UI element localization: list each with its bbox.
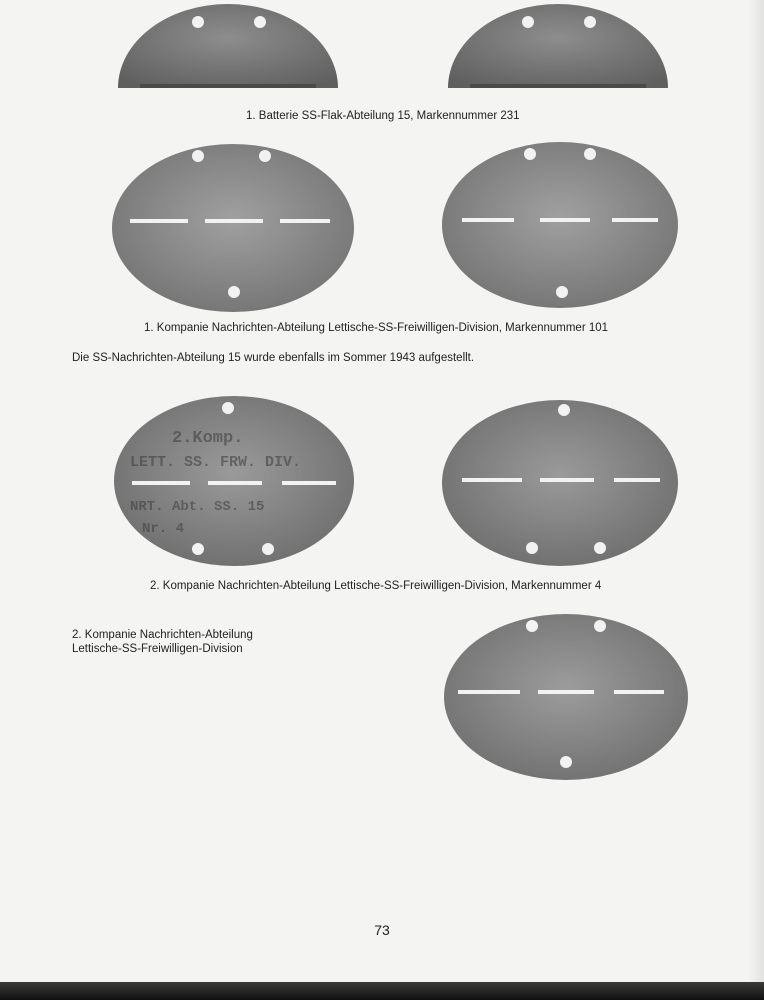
tag-3-line-2: LETT. SS. FRW. DIV.	[130, 454, 302, 471]
caption-3: 2. Kompanie Nachrichten-Abteilung Lettische-SS-Freiwilligen-Division, Markennummer 4	[150, 580, 602, 592]
page-edge-shadow	[748, 0, 764, 982]
dog-tag-3-back	[440, 398, 680, 568]
dog-tag-1-back	[446, 2, 670, 92]
tag-3-line-3: NRT. Abt. SS. 15	[130, 499, 265, 515]
body-text: Die SS-Nachrichten-Abteilung 15 wurde ebenfalls im Sommer 1943 aufgestellt.	[72, 352, 475, 364]
caption-2: 1. Kompanie Nachrichten-Abteilung Lettische-SS-Freiwilligen-Division, Markennummer 101	[144, 322, 609, 334]
dog-tag-4-front	[442, 612, 690, 782]
tag-3-line-1: 2.Komp.	[172, 429, 244, 448]
dog-tag-2-front	[110, 142, 356, 314]
scan-bottom-edge	[0, 982, 764, 1000]
caption-1: 1. Batterie SS-Flak-Abteilung 15, Markennummer 231	[246, 110, 520, 122]
dog-tag-1-front	[116, 2, 340, 92]
caption-4-line-1: 2. Kompanie Nachrichten-Abteilung	[72, 629, 253, 641]
caption-4	[72, 628, 253, 656]
dog-tag-3-front	[112, 394, 356, 568]
page-number: 73	[374, 922, 390, 938]
tag-3-line-4: Nr. 4	[142, 521, 185, 537]
caption-4-line-2: Lettische-SS-Freiwilligen-Division	[72, 643, 243, 655]
dog-tag-2-back	[440, 140, 680, 310]
